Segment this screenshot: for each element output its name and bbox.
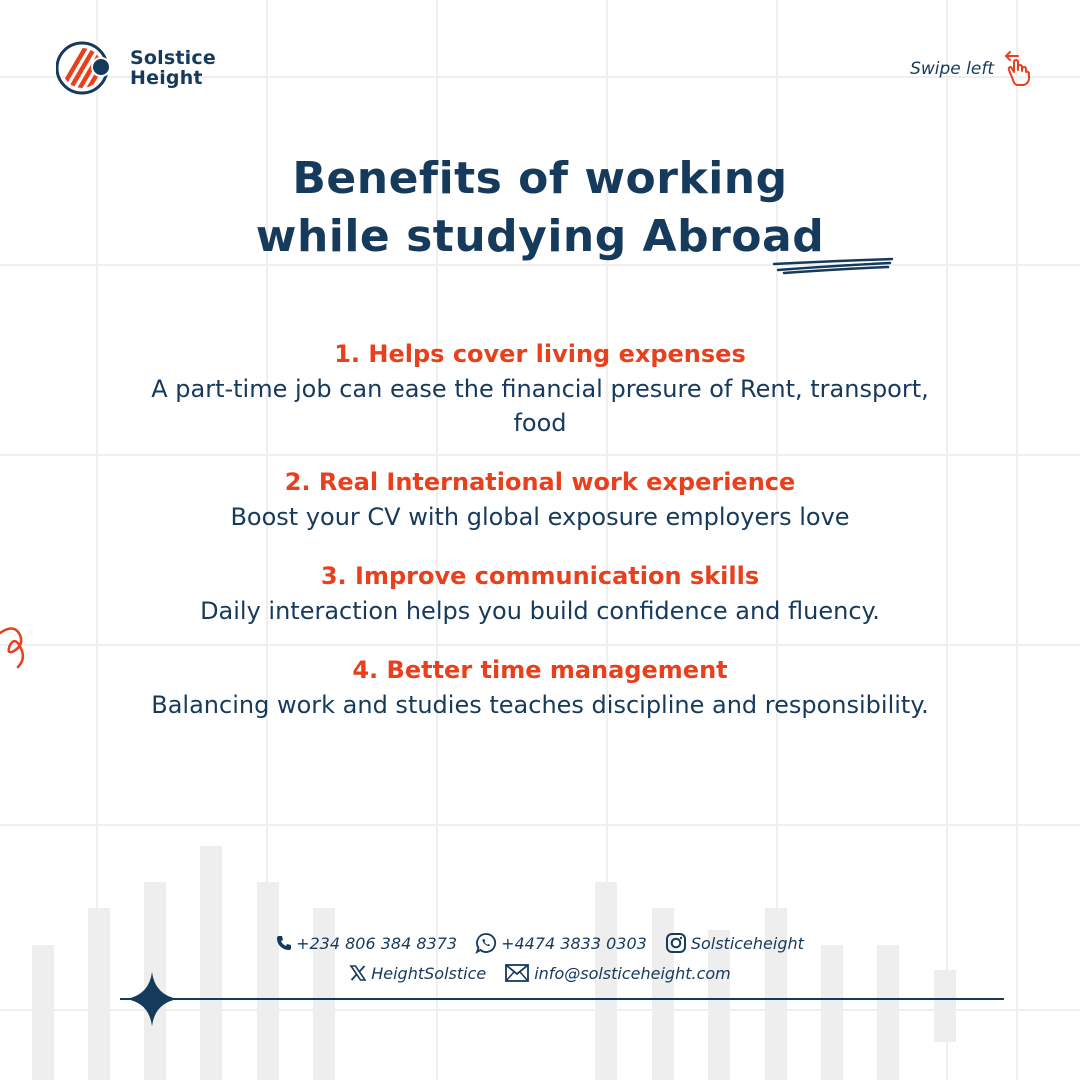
phone-number: +234 806 384 8373 <box>296 933 458 953</box>
title-underline-scribble <box>770 256 898 276</box>
benefit-description: A part-time job can ease the financial presure of Rent, transport, food <box>151 375 929 437</box>
whatsapp-number: +4474 3833 0303 <box>501 933 647 953</box>
instagram-handle: Solsticeheight <box>690 933 804 953</box>
title-line2: while studying Abroad <box>255 211 825 262</box>
title-line1: Benefits of working <box>292 153 788 204</box>
swipe-label: Swipe left <box>910 59 994 79</box>
brand-name <box>130 48 216 88</box>
decorative-curl <box>0 615 30 675</box>
list-item <box>0 464 1080 534</box>
email-address: info@solsticeheight.com <box>534 963 731 983</box>
benefit-description: Balancing work and studies teaches discipline and responsibility. <box>151 691 929 719</box>
x-handle: HeightSolstice <box>371 963 487 983</box>
sparkle-star-icon <box>126 972 178 1026</box>
footer-divider <box>120 972 1010 1028</box>
list-item <box>0 558 1080 628</box>
whatsapp-contact[interactable] <box>475 932 647 954</box>
benefit-description: Boost your CV with global exposure employers love <box>230 503 850 531</box>
brand-name-line1: Solstice <box>130 47 216 69</box>
benefit-heading: 3. Improve communication skills <box>320 562 760 590</box>
benefit-description: Daily interaction helps you build confidence and fluency. <box>200 597 880 625</box>
whatsapp-icon <box>475 932 497 954</box>
instagram-icon <box>665 932 687 954</box>
brand-name-line2: Height <box>130 67 203 89</box>
brand-logo-icon <box>56 40 118 96</box>
benefit-heading: 1. Helps cover living expenses <box>334 340 746 368</box>
swipe-hint[interactable] <box>910 50 1034 88</box>
swipe-hand-icon <box>1002 50 1034 88</box>
benefit-heading: 4. Better time management <box>352 656 728 684</box>
benefits-list <box>0 336 1080 746</box>
phone-contact[interactable] <box>276 934 457 953</box>
page-title <box>0 150 1080 266</box>
list-item <box>0 652 1080 722</box>
phone-icon <box>276 935 292 951</box>
brand-logo[interactable] <box>56 40 216 96</box>
contact-row-1 <box>0 928 1080 958</box>
list-item <box>0 336 1080 440</box>
instagram-contact[interactable] <box>665 932 804 954</box>
benefit-heading: 2. Real International work experience <box>284 468 796 496</box>
